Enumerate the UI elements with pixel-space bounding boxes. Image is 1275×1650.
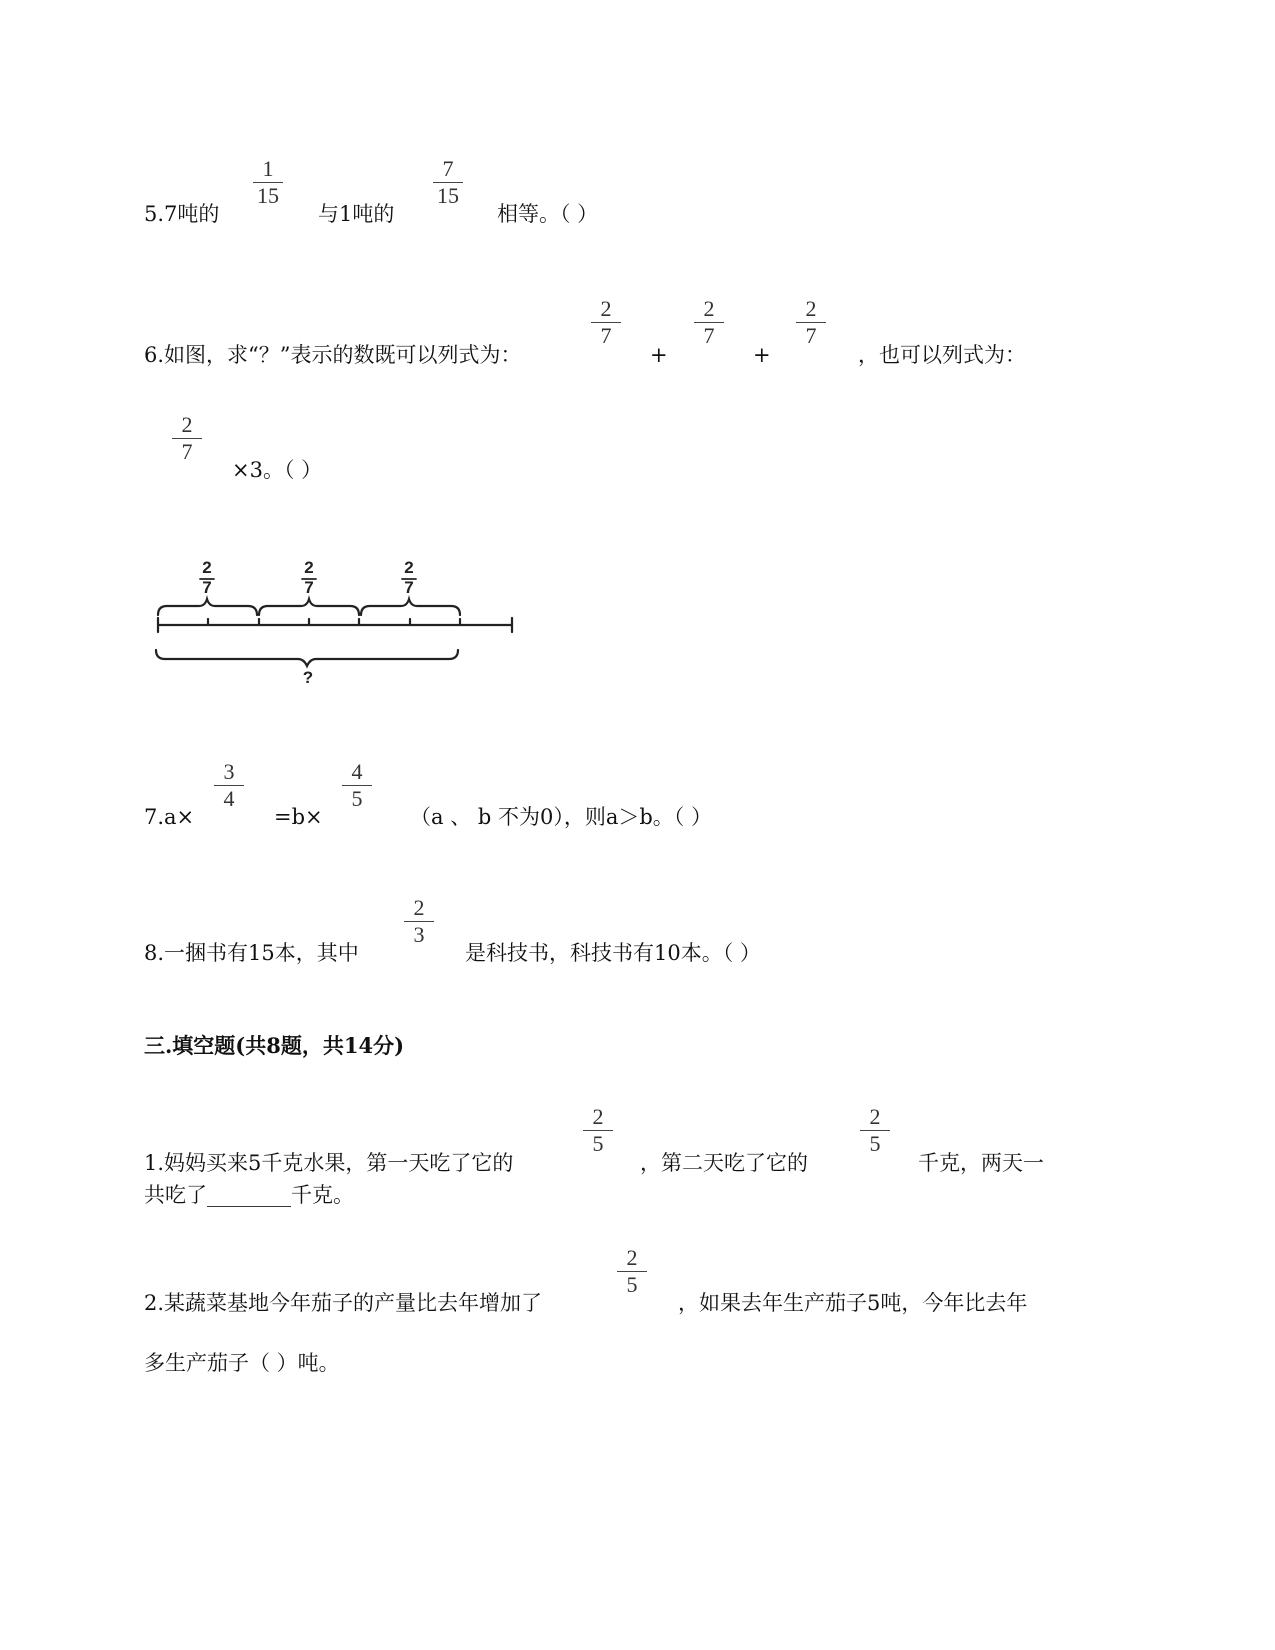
q6-line2: ×3。（ ） xyxy=(232,458,323,482)
denominator: 4 xyxy=(223,786,235,811)
q7-prefix: 7.a× xyxy=(144,805,195,829)
brace-segment-1 xyxy=(158,599,257,615)
q5-prefix: 5.7吨的 xyxy=(144,202,220,226)
denominator: 7 xyxy=(805,323,817,348)
fraction xyxy=(169,413,205,464)
section-title: 三.填空题(共8题，共14分) xyxy=(144,1033,405,1058)
plus-sign: + xyxy=(650,343,668,367)
segment-label-den: 7 xyxy=(404,578,414,597)
numerator: 2 xyxy=(626,1245,638,1270)
fraction xyxy=(250,157,286,208)
total-label: ? xyxy=(302,668,314,687)
numerator: 2 xyxy=(413,895,425,920)
numerator: 4 xyxy=(351,759,363,784)
number-line-figure xyxy=(155,558,525,690)
numerator: 2 xyxy=(600,296,612,321)
denominator: 7 xyxy=(181,439,193,464)
fraction xyxy=(401,896,437,947)
fraction xyxy=(691,297,727,348)
fraction xyxy=(580,1105,616,1156)
numerator: 7 xyxy=(442,156,454,181)
numerator: 2 xyxy=(592,1104,604,1129)
denominator: 7 xyxy=(703,323,715,348)
f1-line2: 共吃了________千克。 xyxy=(144,1183,354,1207)
f1-suffix: 千克，两天一 xyxy=(918,1151,1044,1175)
brace-segment-2 xyxy=(259,599,359,615)
numerator: 2 xyxy=(181,412,193,437)
f1-middle: ，第二天吃了它的 xyxy=(640,1151,808,1175)
denominator: 15 xyxy=(257,183,279,208)
q7-suffix: （a 、 b 不为0），则a＞b。（ ） xyxy=(410,805,712,829)
q5-suffix: 相等。（ ） xyxy=(497,202,599,226)
segment-label-den: 7 xyxy=(304,578,314,597)
fraction xyxy=(793,297,829,348)
fraction xyxy=(588,297,624,348)
q8-prefix: 8.一捆书有15本，其中 xyxy=(144,941,359,965)
numerator: 3 xyxy=(223,759,235,784)
f1-prefix: 1.妈妈买来5千克水果，第一天吃了它的 xyxy=(144,1151,514,1175)
numerator: 1 xyxy=(262,156,274,181)
q7-middle: =b× xyxy=(274,805,323,829)
fraction xyxy=(430,157,466,208)
denominator: 5 xyxy=(626,1272,638,1297)
q5-middle: 与1吨的 xyxy=(318,202,395,226)
fraction xyxy=(211,760,247,811)
numerator: 2 xyxy=(703,296,715,321)
q6-middle: ，也可以列式为： xyxy=(858,343,1026,367)
plus-sign: + xyxy=(753,343,771,367)
denominator: 3 xyxy=(413,922,425,947)
q8-suffix: 是科技书，科技书有10本。（ ） xyxy=(465,941,761,965)
q6-prefix: 6.如图，求“？”表示的数既可以列式为： xyxy=(144,343,522,367)
denominator: 5 xyxy=(592,1131,604,1156)
segment-label-num: 2 xyxy=(304,558,314,577)
numerator: 2 xyxy=(869,1104,881,1129)
f2-suffix: ，如果去年生产茄子5吨，今年比去年 xyxy=(678,1291,1028,1315)
f2-prefix: 2.某蔬菜基地今年茄子的产量比去年增加了 xyxy=(144,1291,543,1315)
segment-label-num: 2 xyxy=(404,558,414,577)
fraction xyxy=(857,1105,893,1156)
brace-segment-3 xyxy=(361,599,460,615)
segment-label-num: 2 xyxy=(202,558,212,577)
denominator: 15 xyxy=(437,183,459,208)
segment-label-den: 7 xyxy=(202,578,212,597)
fraction xyxy=(614,1246,650,1297)
denominator: 7 xyxy=(600,323,612,348)
brace-total xyxy=(156,650,458,666)
denominator: 5 xyxy=(351,786,363,811)
f2-line2: 多生产茄子（ ）吨。 xyxy=(144,1351,340,1375)
fraction xyxy=(339,760,375,811)
numerator: 2 xyxy=(805,296,817,321)
denominator: 5 xyxy=(869,1131,881,1156)
